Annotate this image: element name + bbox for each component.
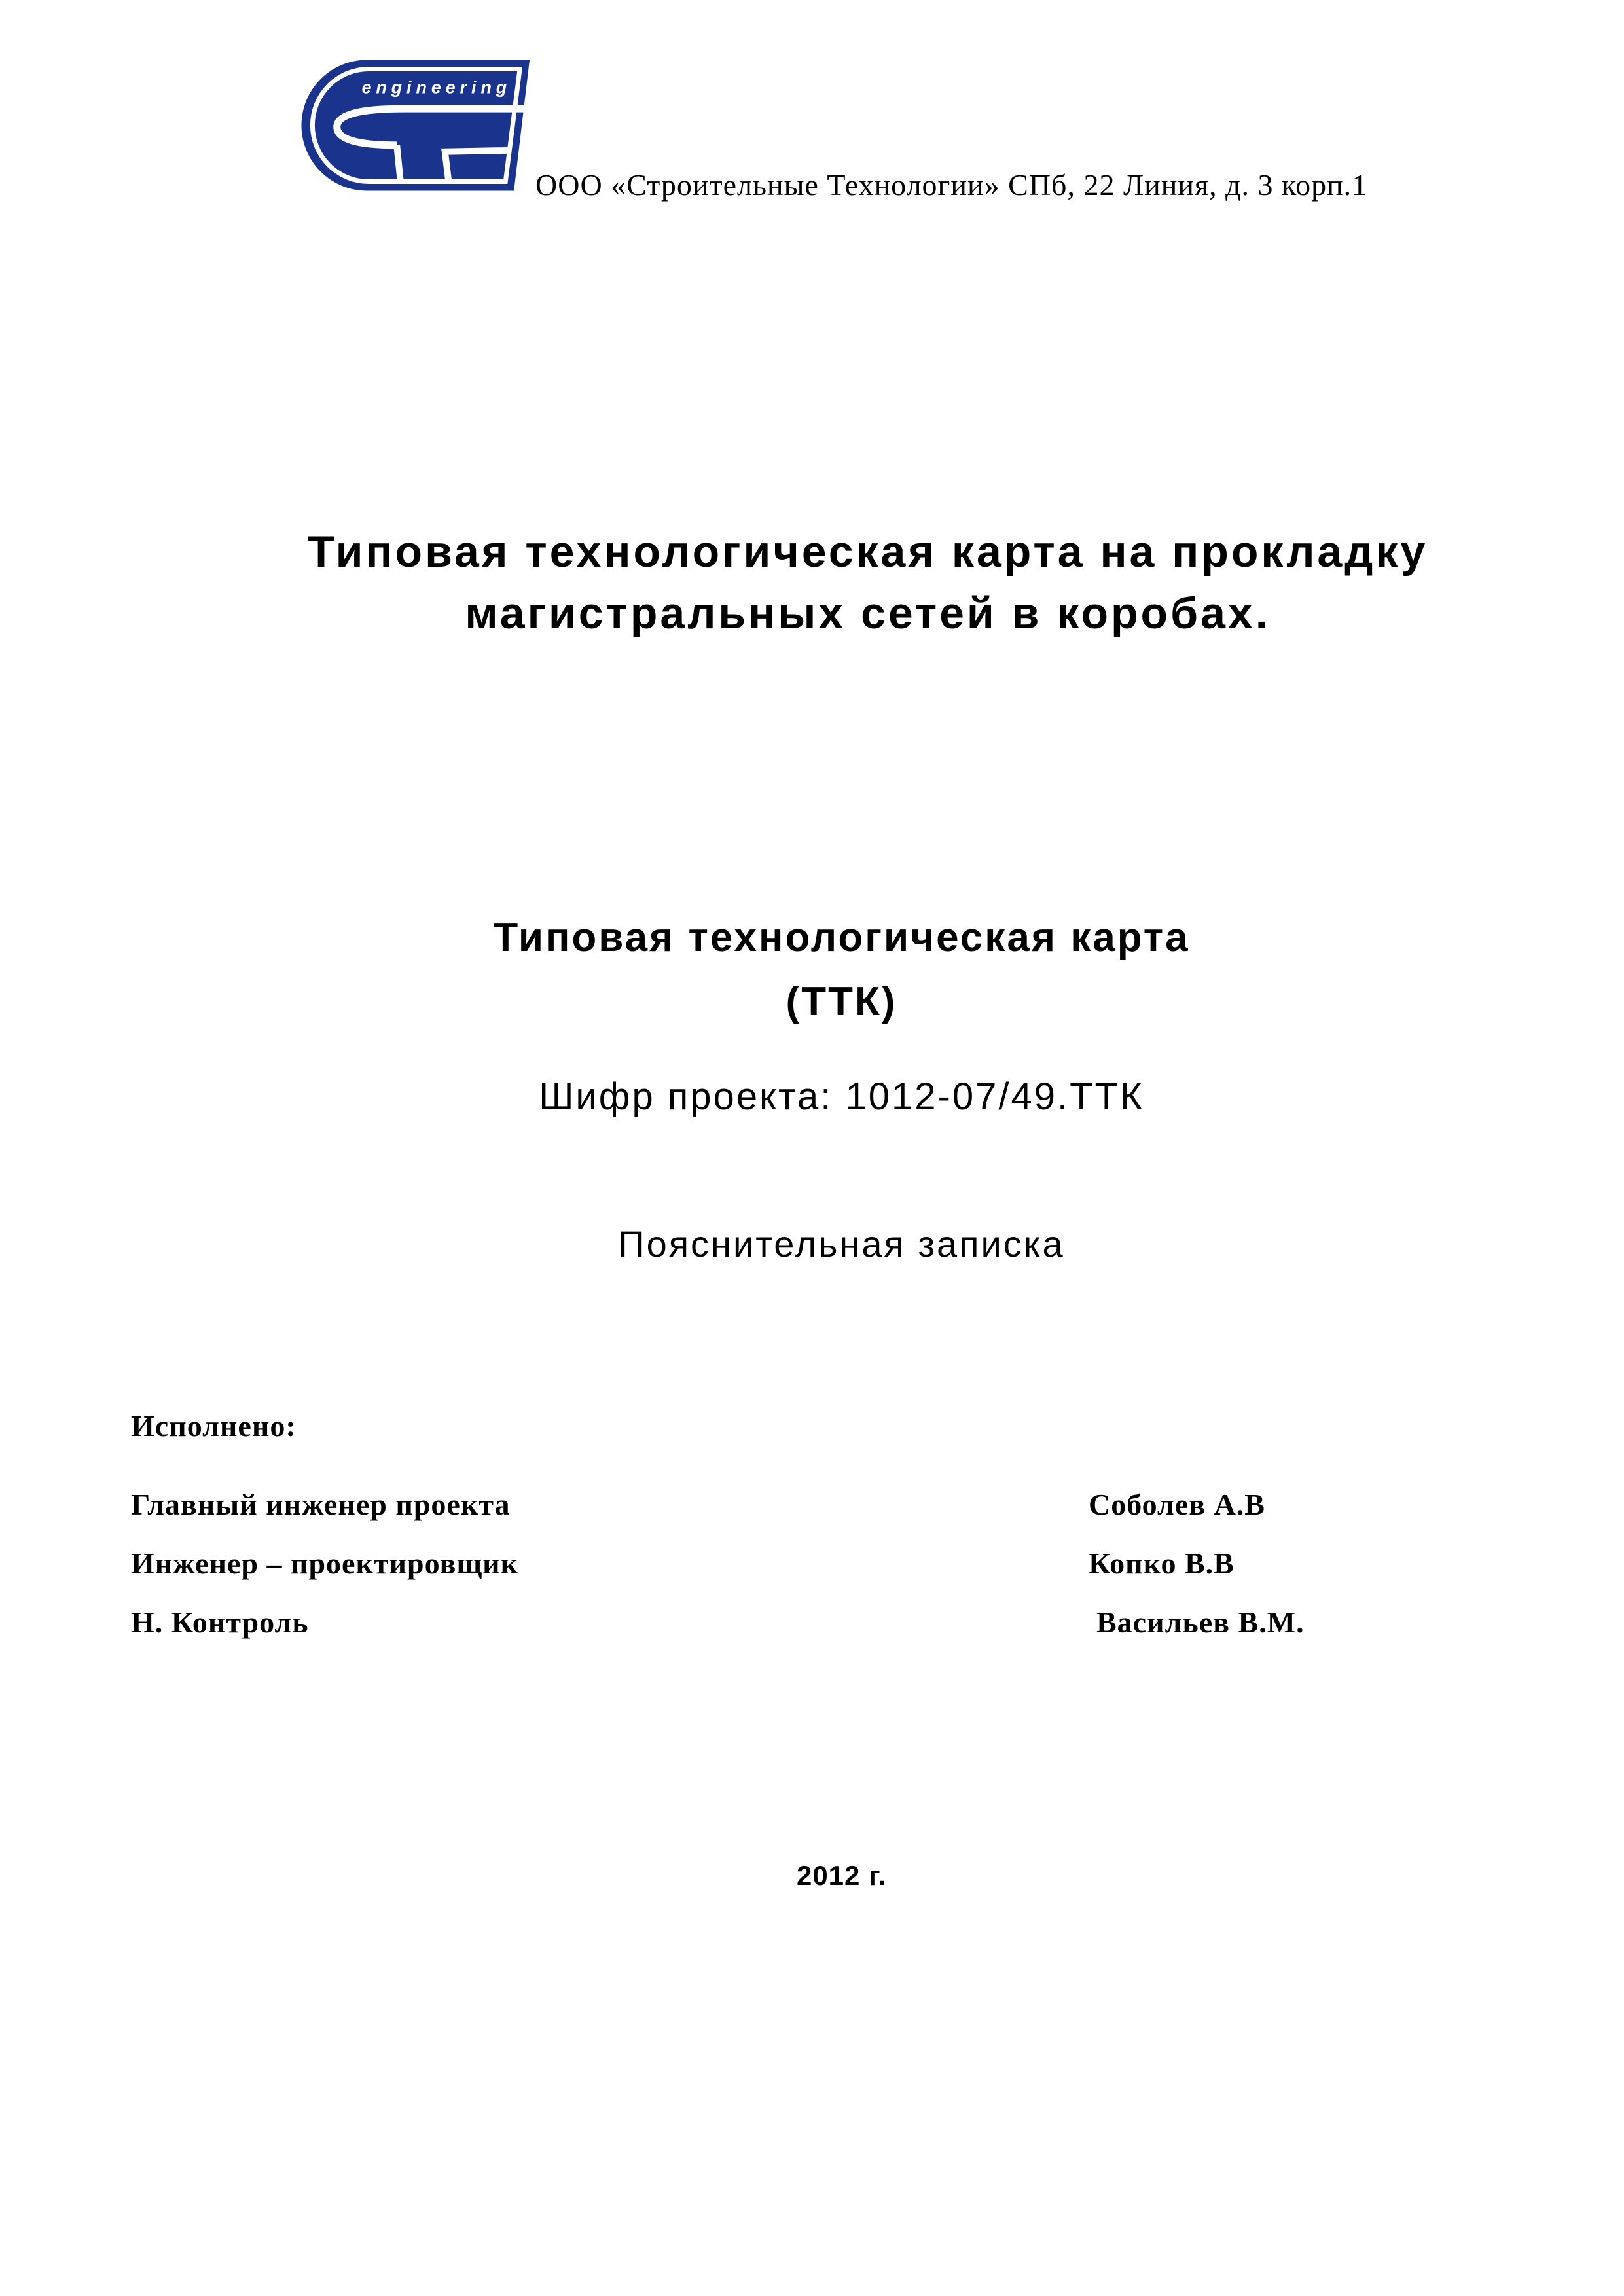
signatory-role: Инженер – проектировщик (131, 1547, 519, 1580)
main-title-line2: магистральных сетей в коробах. (465, 588, 1271, 638)
signatory-row (0, 1546, 1624, 1585)
main-title-line1: Типовая технологическая карта на прокладку (307, 527, 1428, 577)
signatory-name: Соболев А.В (1089, 1488, 1265, 1521)
executed-heading: Исполнено: (131, 1409, 297, 1443)
logo-engineering-label: engineering (361, 77, 512, 98)
signatory-name: Копко В.В (1089, 1547, 1235, 1580)
company-logo (299, 56, 533, 195)
company-header-line: ООО «Строительные Технологии» СПб, 22 Линия, д. 3 корп.1 (535, 168, 1368, 202)
signatory-name: Васильев В.М. (1096, 1605, 1305, 1639)
ct-engineering-logo-icon (299, 56, 533, 195)
subtitle-line2: (ТТК) (785, 979, 897, 1024)
project-code-line: Шифр проекта: 1012-07/49.ТТК (539, 1075, 1144, 1118)
subtitle-line1: Типовая технологическая карта (493, 915, 1190, 960)
document-type-line: Пояснительная записка (618, 1223, 1065, 1265)
main-title (111, 521, 1624, 644)
signatory-role: Главный инженер проекта (131, 1488, 511, 1521)
signatory-row (0, 1605, 1624, 1644)
logo-t-stem-left-cut (397, 145, 401, 184)
signatory-row (0, 1487, 1624, 1526)
signatory-role: Н. Контроль (131, 1605, 309, 1639)
subtitle (59, 906, 1624, 1034)
year-line: 2012 г. (796, 1860, 887, 1891)
